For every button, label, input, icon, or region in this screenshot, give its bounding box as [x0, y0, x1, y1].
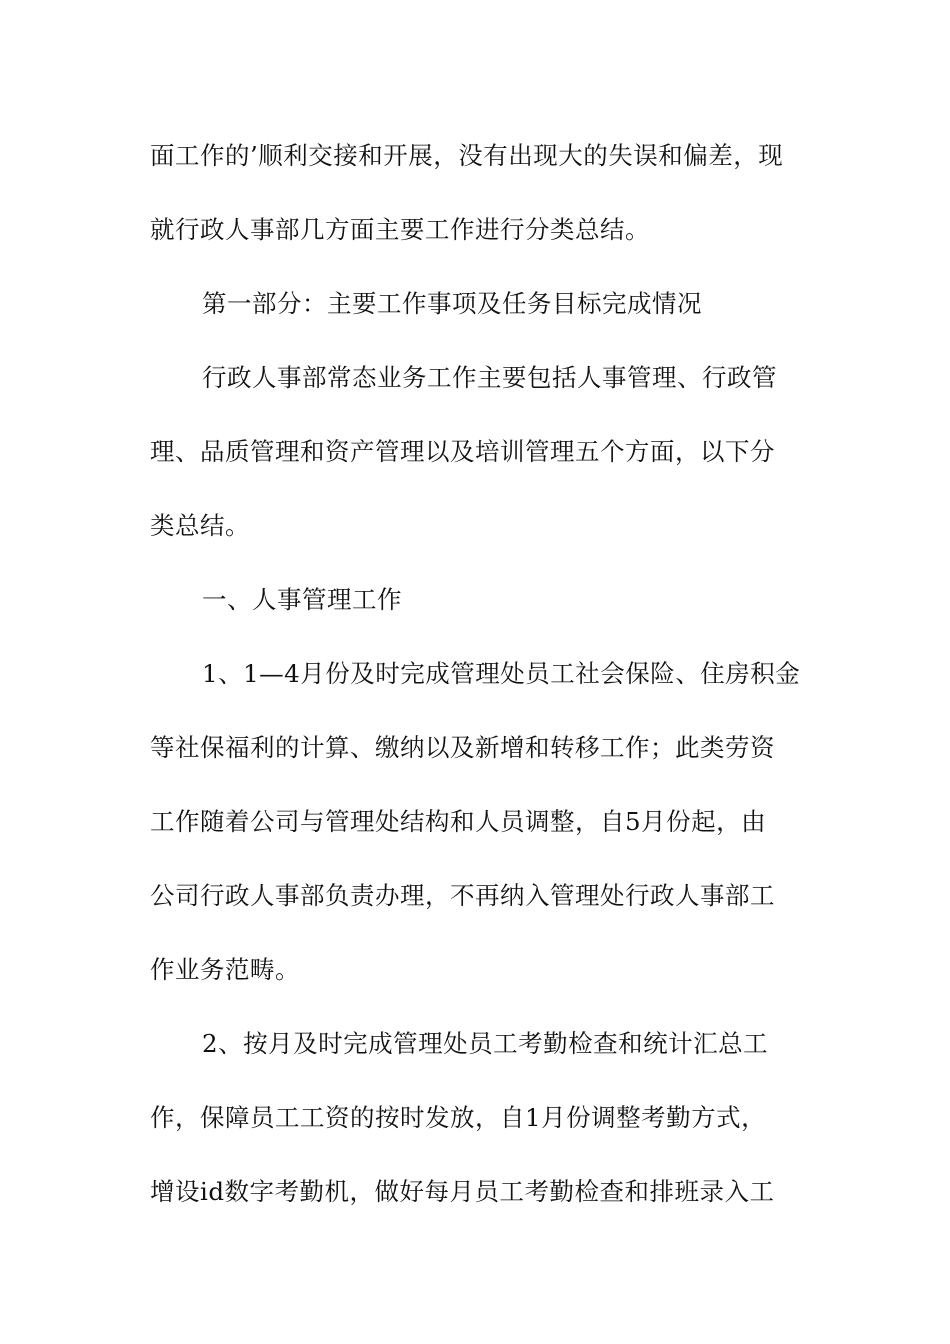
text-line: 增设id数字考勤机，做好每月员工考勤检查和排班录入工	[150, 1177, 775, 1206]
document-body	[150, 132, 810, 1242]
subsection-heading: 一、人事管理工作	[202, 585, 402, 614]
text-line: 工作随着公司与管理处结构和人员调整，自5月份起，由	[150, 807, 767, 836]
text-line: 理、品质管理和资产管理以及培训管理五个方面，以下分	[150, 437, 775, 466]
text-line: 面工作的’顺利交接和开展，没有出现大的失误和偏差，现	[150, 141, 784, 170]
text-line: 行政人事部常态业务工作主要包括人事管理、行政管	[202, 363, 777, 392]
text-line: 作，保障员工工资的按时发放，自1月份调整考勤方式，	[150, 1103, 767, 1132]
text-line: 公司行政人事部负责办理，不再纳入管理处行政人事部工	[150, 881, 775, 910]
text-line: 类总结。	[150, 511, 250, 540]
text-line: 1、1—4月份及时完成管理处员工社会保险、住房积金	[202, 659, 801, 688]
text-line: 2、按月及时完成管理处员工考勤检查和统计汇总工	[202, 1029, 769, 1058]
text-line: 作业务范畴。	[150, 955, 300, 984]
text-line: 等社保福利的计算、缴纳以及新增和转移工作；此类劳资	[150, 733, 775, 762]
text-line: 就行政人事部几方面主要工作进行分类总结。	[150, 215, 650, 244]
section-heading: 第一部分：主要工作事项及任务目标完成情况	[202, 289, 702, 318]
